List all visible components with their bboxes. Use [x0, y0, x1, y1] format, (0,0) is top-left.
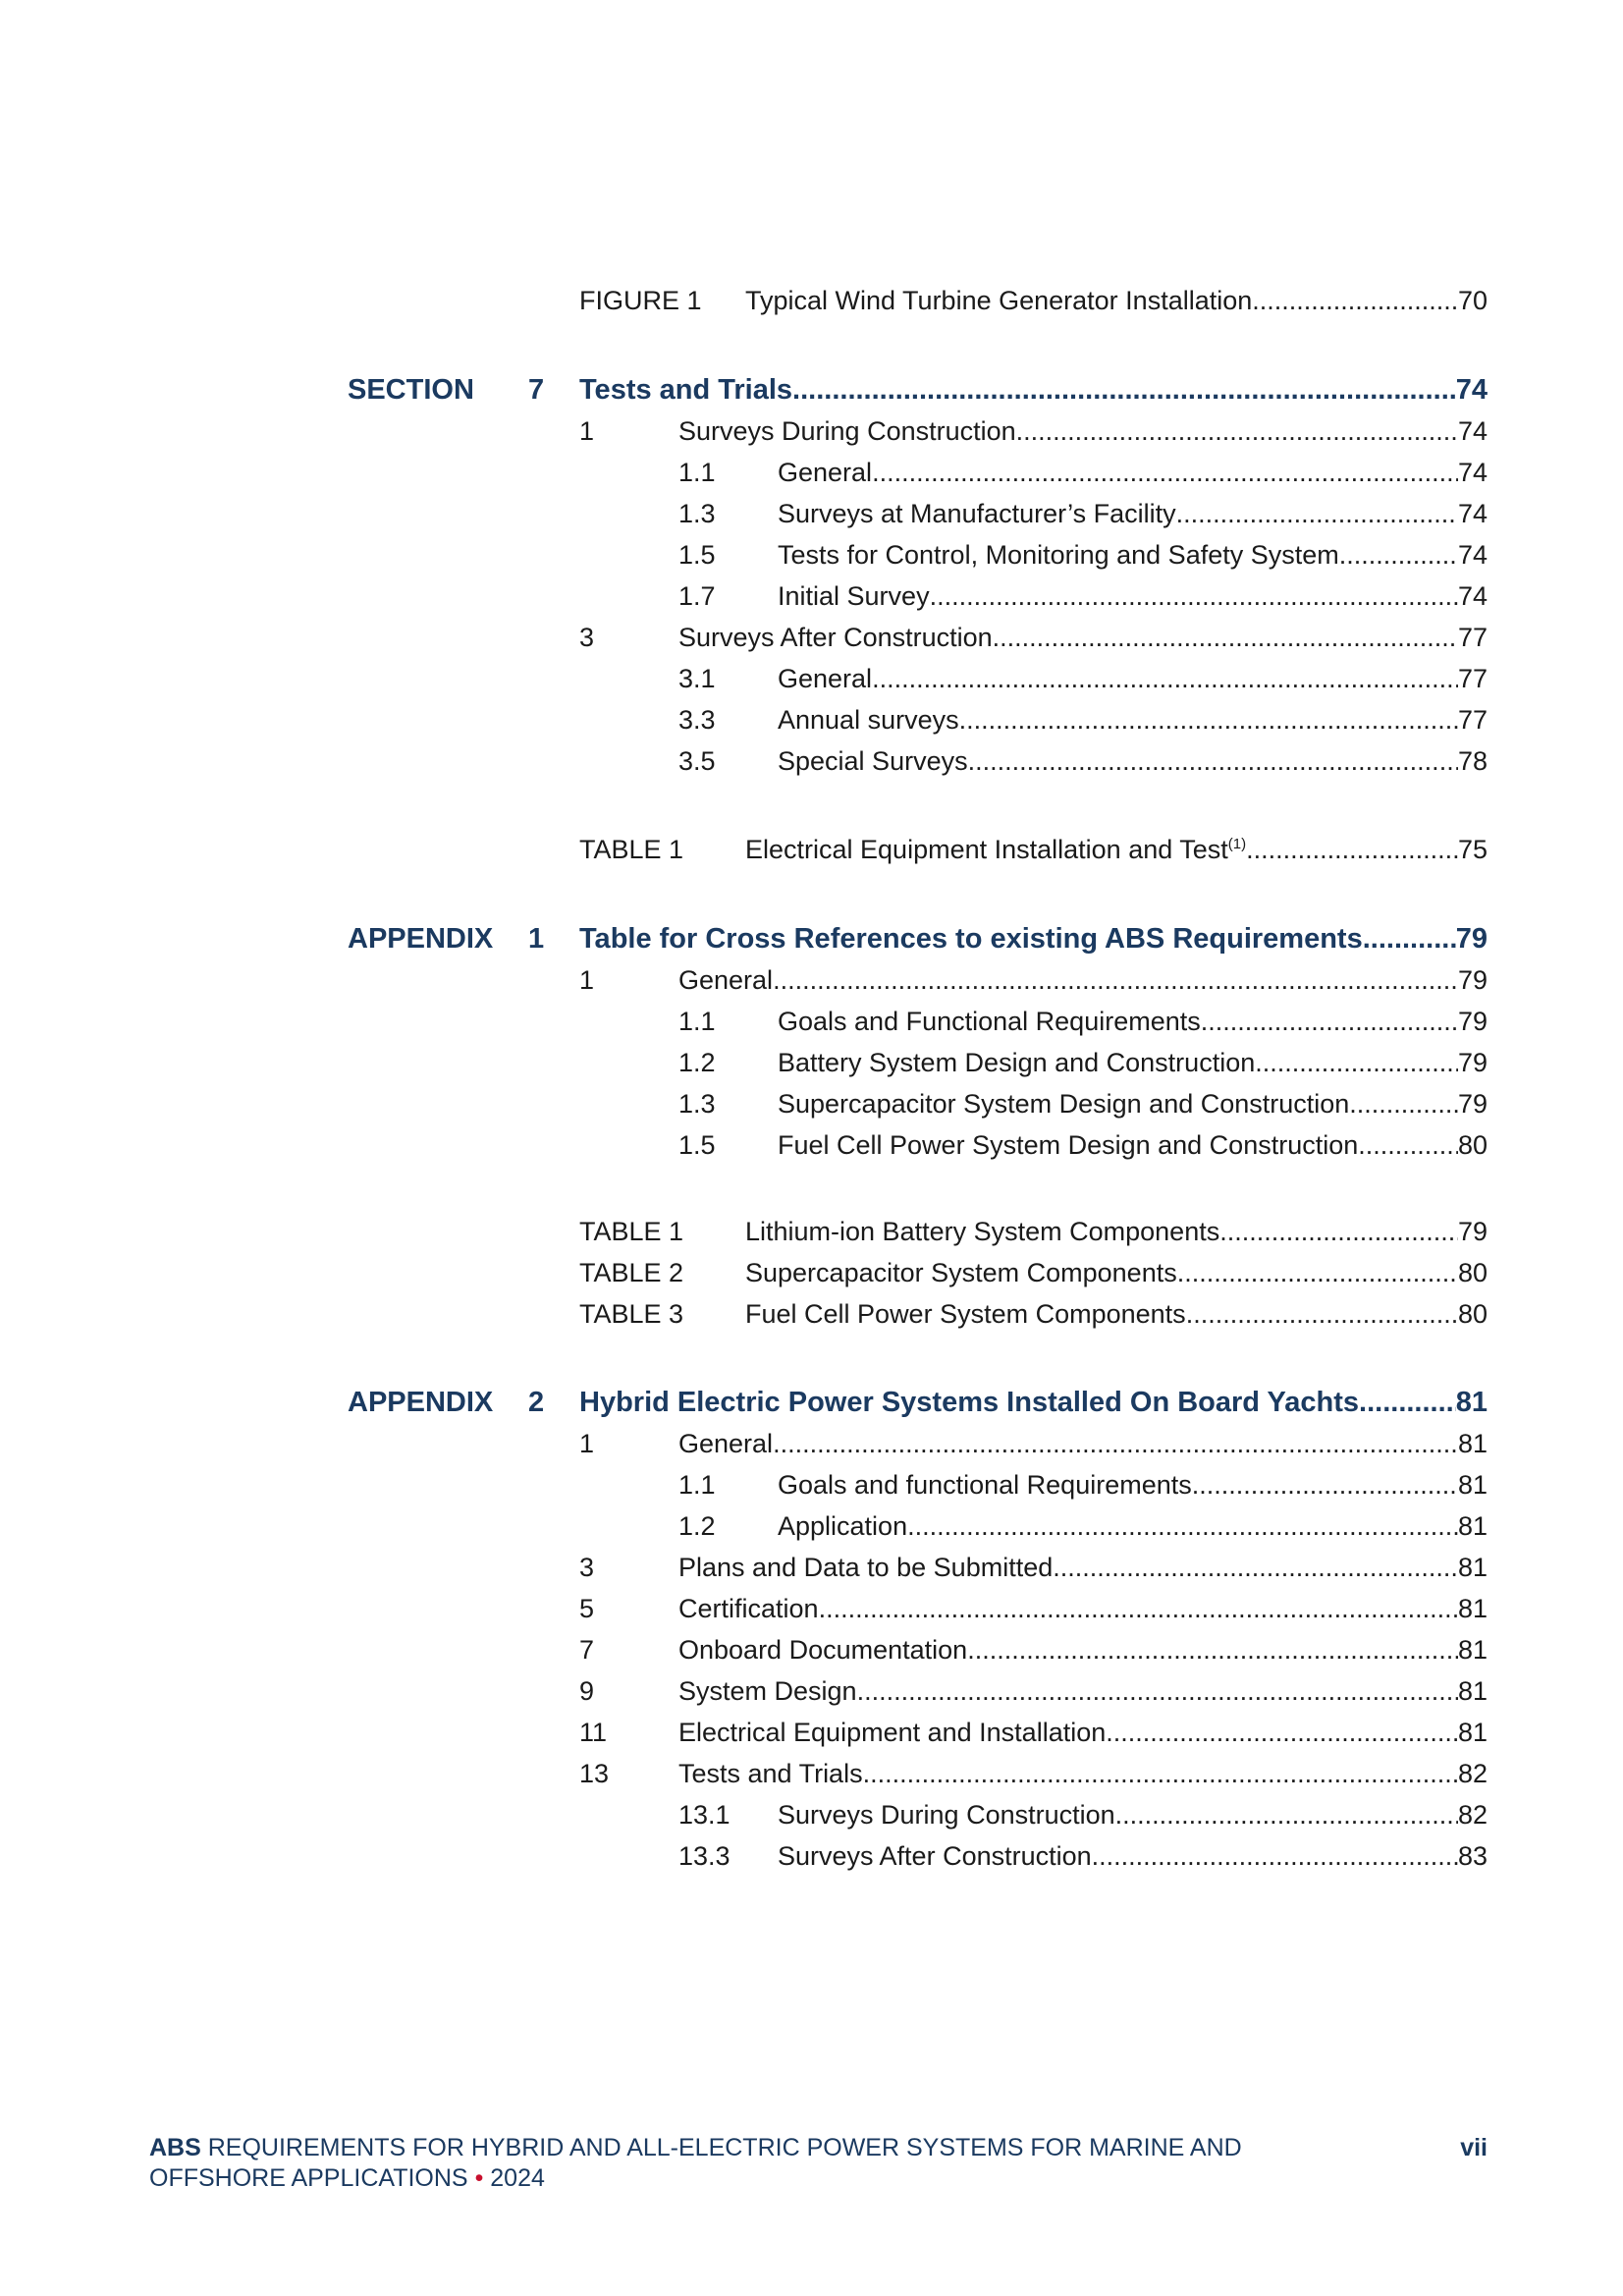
entry-title: Electrical Equipment and Installation [678, 1718, 1107, 1747]
leader-dots [1192, 1465, 1458, 1504]
toc-table-entry[interactable] [0, 1212, 1623, 1251]
entry-number: 11 [579, 1718, 608, 1747]
page-number: 74 [1457, 540, 1488, 570]
toc-entry[interactable] [0, 1754, 1623, 1793]
entry-number: 9 [579, 1676, 595, 1706]
document-title-line-1: REQUIREMENTS FOR HYBRID AND ALL-ELECTRIC POWER SYSTEMS FOR MARINE AND [207, 2134, 1242, 2161]
page-number: 78 [1457, 746, 1488, 776]
page-number: 74 [1457, 581, 1488, 611]
entry-number: 1.1 [678, 458, 716, 487]
toc-subentry[interactable] [0, 1795, 1623, 1834]
toc-entry[interactable] [0, 618, 1623, 657]
toc-subentry[interactable] [0, 659, 1623, 698]
brand-name: ABS [149, 2134, 201, 2161]
toc-subentry[interactable] [0, 1836, 1623, 1876]
page-number: 81 [1457, 1429, 1488, 1458]
page-number: 80 [1457, 1130, 1488, 1160]
entry-number: 1.5 [678, 540, 716, 570]
footer-line-2 [149, 2163, 1488, 2194]
page-number: 81 [1457, 1594, 1488, 1623]
leader-dots [792, 370, 1456, 410]
leader-dots [907, 1506, 1458, 1546]
toc-subentry[interactable] [0, 700, 1623, 739]
page-number: 79 [1457, 965, 1488, 995]
entry-number: 3 [579, 1553, 595, 1582]
leader-dots [1201, 1002, 1458, 1041]
toc-entry[interactable] [0, 1671, 1623, 1711]
toc-entry[interactable] [0, 1713, 1623, 1752]
leader-dots [993, 618, 1458, 657]
leader-dots [959, 700, 1458, 739]
entry-number: 13 [579, 1759, 610, 1788]
entry-title: Surveys During Construction [778, 1800, 1115, 1830]
page-number: 79 [1457, 1048, 1488, 1077]
table-title [745, 830, 1246, 869]
toc-appendix-heading[interactable] [0, 1383, 1623, 1422]
page-number: 74 [1455, 374, 1488, 406]
page-number: 77 [1457, 705, 1488, 735]
entry-title: General [678, 965, 774, 995]
entry-number: 1 [579, 965, 595, 995]
leader-dots [968, 741, 1458, 781]
leader-dots [1106, 1713, 1458, 1752]
leader-dots [773, 960, 1458, 1000]
leader-dots [930, 576, 1458, 616]
entry-title: System Design [678, 1676, 857, 1706]
entry-title: Tests for Control, Monitoring and Safety System [778, 540, 1339, 570]
entry-number: 1.1 [678, 1007, 716, 1036]
toc-entry[interactable] [0, 1589, 1623, 1628]
page-number: 81 [1457, 1635, 1488, 1665]
leader-dots [773, 1424, 1458, 1463]
page-number: 81 [1457, 1718, 1488, 1747]
entry-number: 7 [579, 1635, 595, 1665]
page-number: 80 [1457, 1299, 1488, 1329]
entry-title: Plans and Data to be Submitted [678, 1553, 1054, 1582]
leader-dots [819, 1589, 1458, 1628]
entry-number: 1.5 [678, 1130, 716, 1160]
leader-dots [1177, 1253, 1458, 1292]
figure-title: Typical Wind Turbine Generator Installation [745, 286, 1253, 315]
entry-title: General [778, 458, 873, 487]
entry-title: General [678, 1429, 774, 1458]
entry-title: Special Surveys [778, 746, 968, 776]
entry-title: Annual surveys [778, 705, 959, 735]
leader-dots [1255, 1043, 1458, 1082]
table-title: Lithium-ion Battery System Components [745, 1217, 1220, 1246]
page-number: 75 [1457, 835, 1488, 864]
leader-dots [1349, 1084, 1458, 1123]
toc-subentry[interactable] [0, 1043, 1623, 1082]
toc-entry[interactable] [0, 1548, 1623, 1587]
page-number: 77 [1457, 664, 1488, 693]
page-number: 81 [1455, 1387, 1488, 1418]
entry-number: 3 [579, 623, 595, 652]
toc-subentry[interactable] [0, 494, 1623, 533]
entry-title: Goals and Functional Requirements [778, 1007, 1201, 1036]
entry-title: Surveys After Construction [678, 623, 993, 652]
page-number: 81 [1457, 1470, 1488, 1500]
entry-title: Tests and Trials [678, 1759, 863, 1788]
leader-dots [1176, 494, 1458, 533]
appendix-kind: APPENDIX [348, 1387, 494, 1418]
table-label: TABLE 2 [579, 1258, 684, 1287]
appendix-number: 2 [528, 1387, 545, 1418]
entry-title: Application [778, 1511, 908, 1541]
toc-appendix-heading[interactable] [0, 919, 1623, 958]
entry-number: 1.3 [678, 1089, 716, 1119]
entry-title: Supercapacitor System Design and Construction [778, 1089, 1350, 1119]
appendix-number: 1 [528, 923, 545, 955]
appendix-title: Hybrid Electric Power Systems Installed On Board Yachts [579, 1387, 1360, 1418]
entry-number: 1.3 [678, 499, 716, 528]
appendix-title: Table for Cross References to existing ABS Requirements [579, 923, 1363, 955]
leader-dots [1186, 1294, 1458, 1334]
page-number: 81 [1457, 1676, 1488, 1706]
entry-title: Fuel Cell Power System Design and Construction [778, 1130, 1359, 1160]
table-title: Supercapacitor System Components [745, 1258, 1177, 1287]
entry-title: Surveys After Construction [778, 1841, 1092, 1871]
leader-dots [1359, 1383, 1456, 1422]
entry-number: 1 [579, 1429, 595, 1458]
entry-title: Goals and functional Requirements [778, 1470, 1192, 1500]
page-number: 82 [1457, 1800, 1488, 1830]
toc-table-entry[interactable] [0, 1294, 1623, 1334]
toc-subentry[interactable] [0, 1125, 1623, 1165]
page-number: 79 [1457, 1217, 1488, 1246]
page-number: 79 [1457, 1089, 1488, 1119]
leader-dots [872, 659, 1458, 698]
figure-label: FIGURE 1 [579, 286, 702, 315]
entry-title: General [778, 664, 873, 693]
leader-dots [1092, 1836, 1458, 1876]
leader-dots [1363, 919, 1456, 958]
page-number: 79 [1455, 923, 1488, 955]
toc-table-entry[interactable] [0, 830, 1623, 869]
toc-subentry[interactable] [0, 741, 1623, 781]
leader-dots [967, 1630, 1458, 1669]
leader-dots [863, 1754, 1458, 1793]
entry-number: 13.3 [678, 1841, 730, 1871]
entry-title: Surveys During Construction [678, 416, 1016, 446]
page-number: 81 [1457, 1553, 1488, 1582]
leader-dots [1115, 1795, 1458, 1834]
leader-dots [1246, 830, 1458, 869]
toc-subentry[interactable] [0, 1002, 1623, 1041]
footnote-marker: (1) [1227, 836, 1247, 852]
toc-entry[interactable] [0, 1424, 1623, 1463]
entry-title: Certification [678, 1594, 819, 1623]
entry-number: 1 [579, 416, 595, 446]
entry-title: Initial Survey [778, 581, 930, 611]
entry-number: 1.2 [678, 1048, 716, 1077]
table-label: TABLE 1 [579, 835, 684, 864]
entry-number: 1.1 [678, 1470, 716, 1500]
leader-dots [1053, 1548, 1458, 1587]
entry-number: 3.1 [678, 664, 716, 693]
leader-dots [1358, 1125, 1458, 1165]
entry-number: 1.7 [678, 581, 716, 611]
toc-entry[interactable] [0, 1630, 1623, 1669]
entry-number: 3.5 [678, 746, 716, 776]
toc-table-entry[interactable] [0, 1253, 1623, 1292]
leader-dots [1016, 411, 1458, 451]
footer-line-1 [149, 2133, 1488, 2163]
bullet-separator: • [474, 2164, 484, 2192]
entry-title: Surveys at Manufacturer’s Facility [778, 499, 1176, 528]
edition-year: 2024 [490, 2164, 545, 2192]
leader-dots [1252, 281, 1458, 320]
page-number: 82 [1457, 1759, 1488, 1788]
toc-subentry[interactable] [0, 1465, 1623, 1504]
table-label: TABLE 1 [579, 1217, 684, 1246]
table-title: Fuel Cell Power System Components [745, 1299, 1186, 1329]
toc-subentry[interactable] [0, 535, 1623, 574]
section-kind: SECTION [348, 374, 474, 406]
entry-title: Onboard Documentation [678, 1635, 968, 1665]
page-number: 77 [1457, 623, 1488, 652]
document-title-line-2: OFFSHORE APPLICATIONS [149, 2164, 468, 2192]
section-number: 7 [528, 374, 545, 406]
page-number: 83 [1457, 1841, 1488, 1871]
toc-figure-entry[interactable] [0, 281, 1623, 320]
table-title-text: Electrical Equipment Installation and Test [745, 835, 1228, 864]
toc-subentry[interactable] [0, 576, 1623, 616]
page-number: 81 [1457, 1511, 1488, 1541]
toc-entry[interactable] [0, 960, 1623, 1000]
entry-title: Battery System Design and Construction [778, 1048, 1256, 1077]
toc-entry[interactable] [0, 411, 1623, 451]
toc-section-heading[interactable] [0, 370, 1623, 410]
leader-dots [857, 1671, 1458, 1711]
page-number: 79 [1457, 1007, 1488, 1036]
entry-number: 5 [579, 1594, 595, 1623]
page-number: vii [1460, 2134, 1488, 2161]
page-number: 74 [1457, 416, 1488, 446]
page-number: 80 [1457, 1258, 1488, 1287]
entry-number: 3.3 [678, 705, 716, 735]
page-number: 74 [1457, 458, 1488, 487]
toc-subentry[interactable] [0, 1506, 1623, 1546]
entry-number: 1.2 [678, 1511, 716, 1541]
toc-subentry[interactable] [0, 453, 1623, 492]
leader-dots [872, 453, 1458, 492]
entry-number: 13.1 [678, 1800, 730, 1830]
page-number: 70 [1457, 286, 1488, 315]
leader-dots [1339, 535, 1458, 574]
section-title: Tests and Trials [579, 374, 793, 406]
toc-subentry[interactable] [0, 1084, 1623, 1123]
leader-dots [1219, 1212, 1458, 1251]
page-number: 74 [1457, 499, 1488, 528]
page-footer [149, 2133, 1488, 2194]
appendix-kind: APPENDIX [348, 923, 494, 955]
table-label: TABLE 3 [579, 1299, 684, 1329]
